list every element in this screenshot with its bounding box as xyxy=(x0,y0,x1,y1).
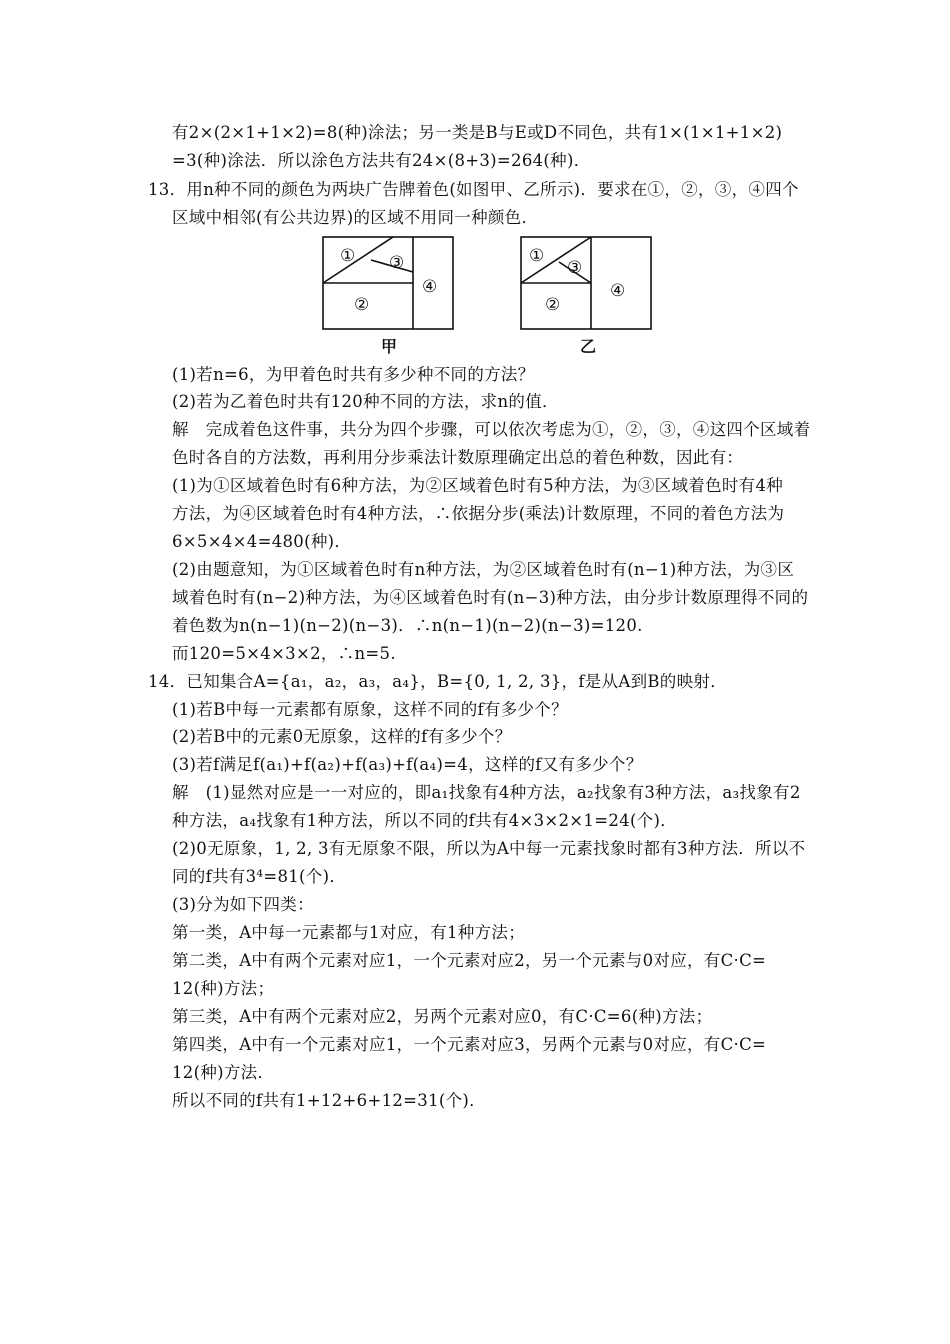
text-line: (3)分为如下四类： xyxy=(172,895,314,914)
question-14-1: (1)若B中每一元素都有原象，这样不同的f有多少个？ xyxy=(172,700,568,719)
text-line: 同的f共有3⁴=81(个)． xyxy=(172,867,347,886)
text-line: 域着色时有(n−2)种方法，为④区域着色时有(n−3)种方法，由分步计数原理得不同的 xyxy=(172,588,809,607)
text-line: 第二类，A中有两个元素对应1，一个元素对应2，另一个元素与0对应，有C·C= xyxy=(172,951,767,970)
yi-region-4-label: ④ xyxy=(610,281,626,301)
yi-region-1-label: ① xyxy=(529,246,545,266)
text-line: (1)为①区域着色时有6种方法，为②区域着色时有5种方法，为③区域着色时有4种 xyxy=(172,476,784,495)
text-line: 12(种)方法； xyxy=(172,979,275,998)
solution-13-intro: 解 完成着色这件事，共分为四个步骤，可以依次考虑为①，②，③，④这四个区域着 xyxy=(172,420,811,439)
text-line: 第一类，A中每一元素都与1对应，有1种方法； xyxy=(172,923,526,942)
jia-region-2-label: ② xyxy=(354,295,370,315)
yi-region-2-label: ② xyxy=(545,295,561,315)
text-line: (2)由题意知，为①区域着色时有n种方法，为②区域着色时有(n−1)种方法，为③区 xyxy=(172,560,795,579)
text-line: 色时各自的方法数，再利用分步乘法计数原理确定出总的着色种数，因此有： xyxy=(172,448,744,467)
text-line: 所以不同的f共有1+12+6+12=31(个)． xyxy=(172,1091,486,1110)
text-line: =3(种)涂法．所以涂色方法共有24×(8+3)=264(种)． xyxy=(172,151,591,170)
text-line: 方法，为④区域着色时有4种方法，∴依据分步(乘法)计数原理，不同的着色方法为 xyxy=(172,504,785,523)
question-14-2: (2)若B中的元素0无原象，这样的f有多少个？ xyxy=(172,727,512,746)
coloring-figures xyxy=(318,232,658,360)
problem-14-heading: 14．已知集合A={a₁，a₂，a₃，a₄}，B={0, 1, 2, 3}，f是从A到B的映射． xyxy=(148,672,727,691)
text-line: 着色数为n(n−1)(n−2)(n−3)．∴n(n−1)(n−2)(n−3)=120. xyxy=(172,616,643,635)
jia-region-4-label: ④ xyxy=(422,277,438,297)
jia-region-1-label: ① xyxy=(340,246,356,266)
text-line: 区域中相邻(有公共边界)的区域不用同一种颜色． xyxy=(172,208,539,227)
jia-region-3-label: ③ xyxy=(389,253,405,273)
text-line: 而120=5×4×3×2，∴n=5. xyxy=(172,644,396,663)
solution-14-intro: 解 (1)显然对应是一一对应的，即a₁找象有4种方法，a₂找象有3种方法，a₃找象有2 xyxy=(172,783,801,802)
question-13-2: (2)若为乙着色时共有120种不同的方法，求n的值． xyxy=(172,392,559,411)
yi-region-3-label: ③ xyxy=(567,258,583,278)
text-line: 6×5×4×4=480(种)． xyxy=(172,532,352,551)
question-14-3: (3)若f满足f(a₁)+f(a₂)+f(a₃)+f(a₄)=4，这样的f又有多少个？ xyxy=(172,755,643,774)
yi-caption: 乙 xyxy=(580,337,597,356)
problem-13-heading: 13．用n种不同的颜色为两块广告牌着色(如图甲、乙所示)．要求在①，②，③，④四个 xyxy=(148,180,799,199)
text-line: (2)0无原象，1, 2, 3有无原象不限，所以为A中每一元素找象时都有3种方法．所以不 xyxy=(172,839,806,858)
figure-svg xyxy=(318,232,658,360)
text-line: 12(种)方法． xyxy=(172,1063,275,1082)
text-line: 种方法，a₄找象有1种方法，所以不同的f共有4×3×2×1=24(个)． xyxy=(172,811,678,830)
text-line: 有2×(2×1+1×2)=8(种)涂法；另一类是B与E或D不同色，共有1×(1×1+1×2) xyxy=(172,123,783,142)
text-line: 第四类，A中有一个元素对应1，一个元素对应3，另两个元素与0对应，有C·C= xyxy=(172,1035,767,1054)
question-13-1: (1)若n=6，为甲着色时共有多少种不同的方法？ xyxy=(172,365,535,384)
text-line: 第三类，A中有两个元素对应2，另两个元素对应0，有C·C=6(种)方法； xyxy=(172,1007,713,1026)
jia-diagonal xyxy=(323,237,393,283)
jia-caption: 甲 xyxy=(381,337,398,356)
